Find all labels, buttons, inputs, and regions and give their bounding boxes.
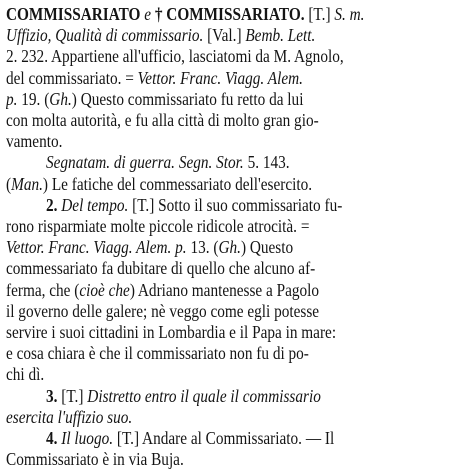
entry-line xyxy=(6,448,464,470)
tag-text: [T.] xyxy=(304,4,335,24)
definition-text: esercita l'uffizio suo. xyxy=(6,406,133,427)
entry-line xyxy=(6,3,464,25)
body-text: [T.] Sotto il suo commissariato fu- xyxy=(128,194,343,215)
entry-line xyxy=(6,321,464,343)
entry-line xyxy=(6,24,464,46)
body-text: vamento. xyxy=(6,131,63,152)
definition-text: Distretto entro il quale il commissario xyxy=(87,385,321,406)
grammar-label: S. m. xyxy=(334,4,365,24)
entry-line xyxy=(6,130,464,152)
body-text: ferma, che ( xyxy=(6,279,80,300)
entry-line xyxy=(6,67,464,89)
citation-source: Bemb. Lett. xyxy=(245,25,316,46)
body-text: Commissariato è in via Buja. xyxy=(6,449,184,470)
headword: COMMISSARIATO xyxy=(6,4,141,24)
variant-headword: † COMMISSARIATO. xyxy=(154,4,305,24)
entry-line xyxy=(6,342,464,364)
body-text: 13. ( xyxy=(186,237,219,258)
entry-line xyxy=(6,88,464,110)
body-text: ( xyxy=(6,173,12,194)
body-text: rono risparmiate molte piccole ridicole atrocità. = xyxy=(6,216,310,236)
citation-source: Segnatam. di guerra. Segn. Stor. xyxy=(46,152,244,173)
citation-source: p. xyxy=(6,88,18,109)
body-text: con molta autorità, e fu alla città di molto gran gio- xyxy=(6,110,319,130)
entry-line xyxy=(46,385,470,407)
body-text: servire i suoi cittadini in Lombardia e il Papa in mare: xyxy=(6,322,337,342)
body-text: ) Questo xyxy=(240,237,294,258)
entry-line xyxy=(6,406,464,428)
gloss-text: cioè che xyxy=(79,279,130,300)
body-text: del commissariato. = xyxy=(6,67,138,88)
body-text: 19. ( xyxy=(17,88,50,109)
entry-line xyxy=(6,257,464,279)
entry-line xyxy=(6,215,464,237)
entry-line xyxy=(46,194,470,216)
body-text: e cosa chiara è che il commissariato non fu di po- xyxy=(6,343,309,364)
entry-line xyxy=(46,151,470,173)
citation-source: Vettor. Franc. Viagg. Alem. xyxy=(137,67,304,88)
sense-label: Del tempo. xyxy=(61,194,129,215)
sense-number: 3. xyxy=(46,385,62,406)
entry-line xyxy=(6,45,464,67)
citation-abbrev: Man. xyxy=(11,173,43,194)
citation-abbrev: Gh. xyxy=(218,237,241,258)
body-text: chi dì. xyxy=(6,364,45,385)
entry-line xyxy=(6,300,464,322)
body-text: il governo delle galere; nè veggo come egli potesse xyxy=(6,300,320,321)
body-text: ) Questo commissariato fu retto da lui xyxy=(71,88,304,109)
entry-line xyxy=(6,279,464,301)
entry-line xyxy=(46,427,470,449)
sense-label: Il luogo. xyxy=(61,428,114,448)
entry-line xyxy=(6,109,464,131)
sense-number: 4. xyxy=(46,428,62,448)
sense-number: 2. xyxy=(46,194,62,215)
tag-text: [Val.] xyxy=(203,25,246,46)
entry-line xyxy=(6,363,464,385)
citation-abbrev: Gh. xyxy=(49,88,72,109)
body-text: ) Le fatiche del commessariato dell'esercito. xyxy=(42,173,313,194)
body-text: ) Adriano mantenesse a Pagolo xyxy=(129,279,320,300)
conjunction: e xyxy=(140,4,155,24)
citation-source: Vettor. Franc. Viagg. Alem. p. xyxy=(6,237,187,258)
entry-line xyxy=(6,173,464,195)
tag-text: [T.] xyxy=(61,385,88,406)
body-text: [T.] Andare al Commissariato. — Il xyxy=(113,428,335,448)
body-text: 2. 232. Appartiene all'ufficio, lasciatomi da M. Agnolo, xyxy=(6,46,344,67)
body-text: commessariato fa dubitare di quello che alcuno af- xyxy=(6,258,316,279)
entry-line xyxy=(6,236,464,258)
body-text: 5. 143. xyxy=(243,152,290,173)
definition-text: Uffizio, Qualità di commissario. xyxy=(6,25,204,46)
